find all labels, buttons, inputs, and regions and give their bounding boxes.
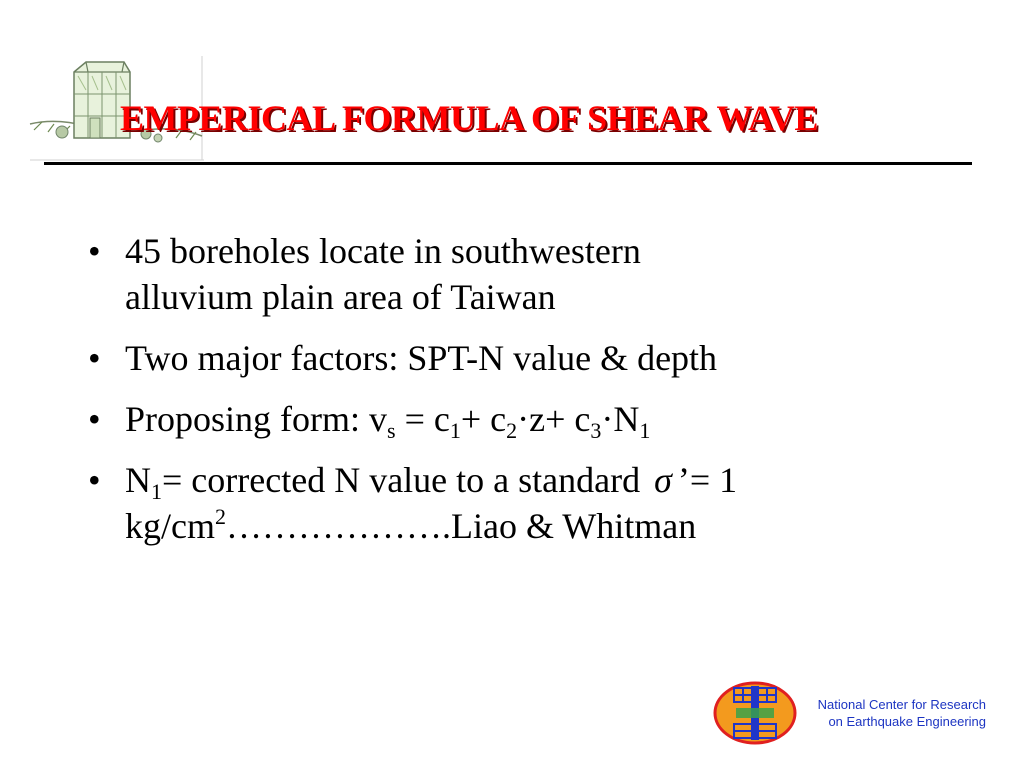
subscript-1: 1 [449, 418, 461, 443]
footer-line2: on Earthquake Engineering [828, 714, 986, 729]
bullet-text-line1: 45 boreholes locate in southwestern [125, 231, 641, 271]
superscript-2: 2 [214, 504, 226, 529]
bullet-icon: • [88, 338, 101, 378]
bullet-icon: • [88, 460, 101, 500]
slide-title: EMPERICAL FORMULA OF SHEAR WAVE [120, 98, 818, 138]
formula-mid-n: ·N [601, 399, 640, 439]
title-divider [44, 162, 972, 165]
bullet-item-factors [88, 335, 988, 381]
subscript-n1: 1 [639, 418, 651, 443]
footer-line1: National Center for Research [817, 697, 986, 712]
subscript-s: s [387, 418, 396, 443]
subscript-2: 2 [506, 418, 518, 443]
subscript-3: 3 [590, 418, 602, 443]
formula-prefix: Proposing form: v [125, 399, 388, 439]
formula-mid-z: ·z+ c [517, 399, 591, 439]
footer-organization [802, 696, 986, 730]
bullet-text-line2: alluvium plain area of Taiwan [125, 277, 556, 317]
formula-plus: + c [460, 399, 507, 439]
unit-text: kg/cm [125, 506, 215, 546]
bullet-icon: • [88, 399, 101, 439]
subscript-1: 1 [151, 479, 162, 504]
bullet-item-formula [88, 396, 988, 442]
definition-text: = corrected N value to a standard [162, 460, 641, 500]
bullet-item-boreholes [88, 228, 988, 320]
ncree-logo-icon [712, 680, 798, 746]
citation-text: ……………….Liao & Whitman [225, 506, 697, 546]
bullet-icon: • [88, 231, 101, 271]
bullet-list [88, 228, 988, 564]
bullet-text: Two major factors: SPT-N value & depth [125, 338, 718, 378]
n-symbol: N [125, 460, 151, 500]
definition-value: ’= 1 [677, 460, 738, 500]
bullet-item-definition [88, 457, 988, 549]
sigma-symbol: σ [654, 460, 672, 500]
formula-eq: = c [395, 399, 450, 439]
